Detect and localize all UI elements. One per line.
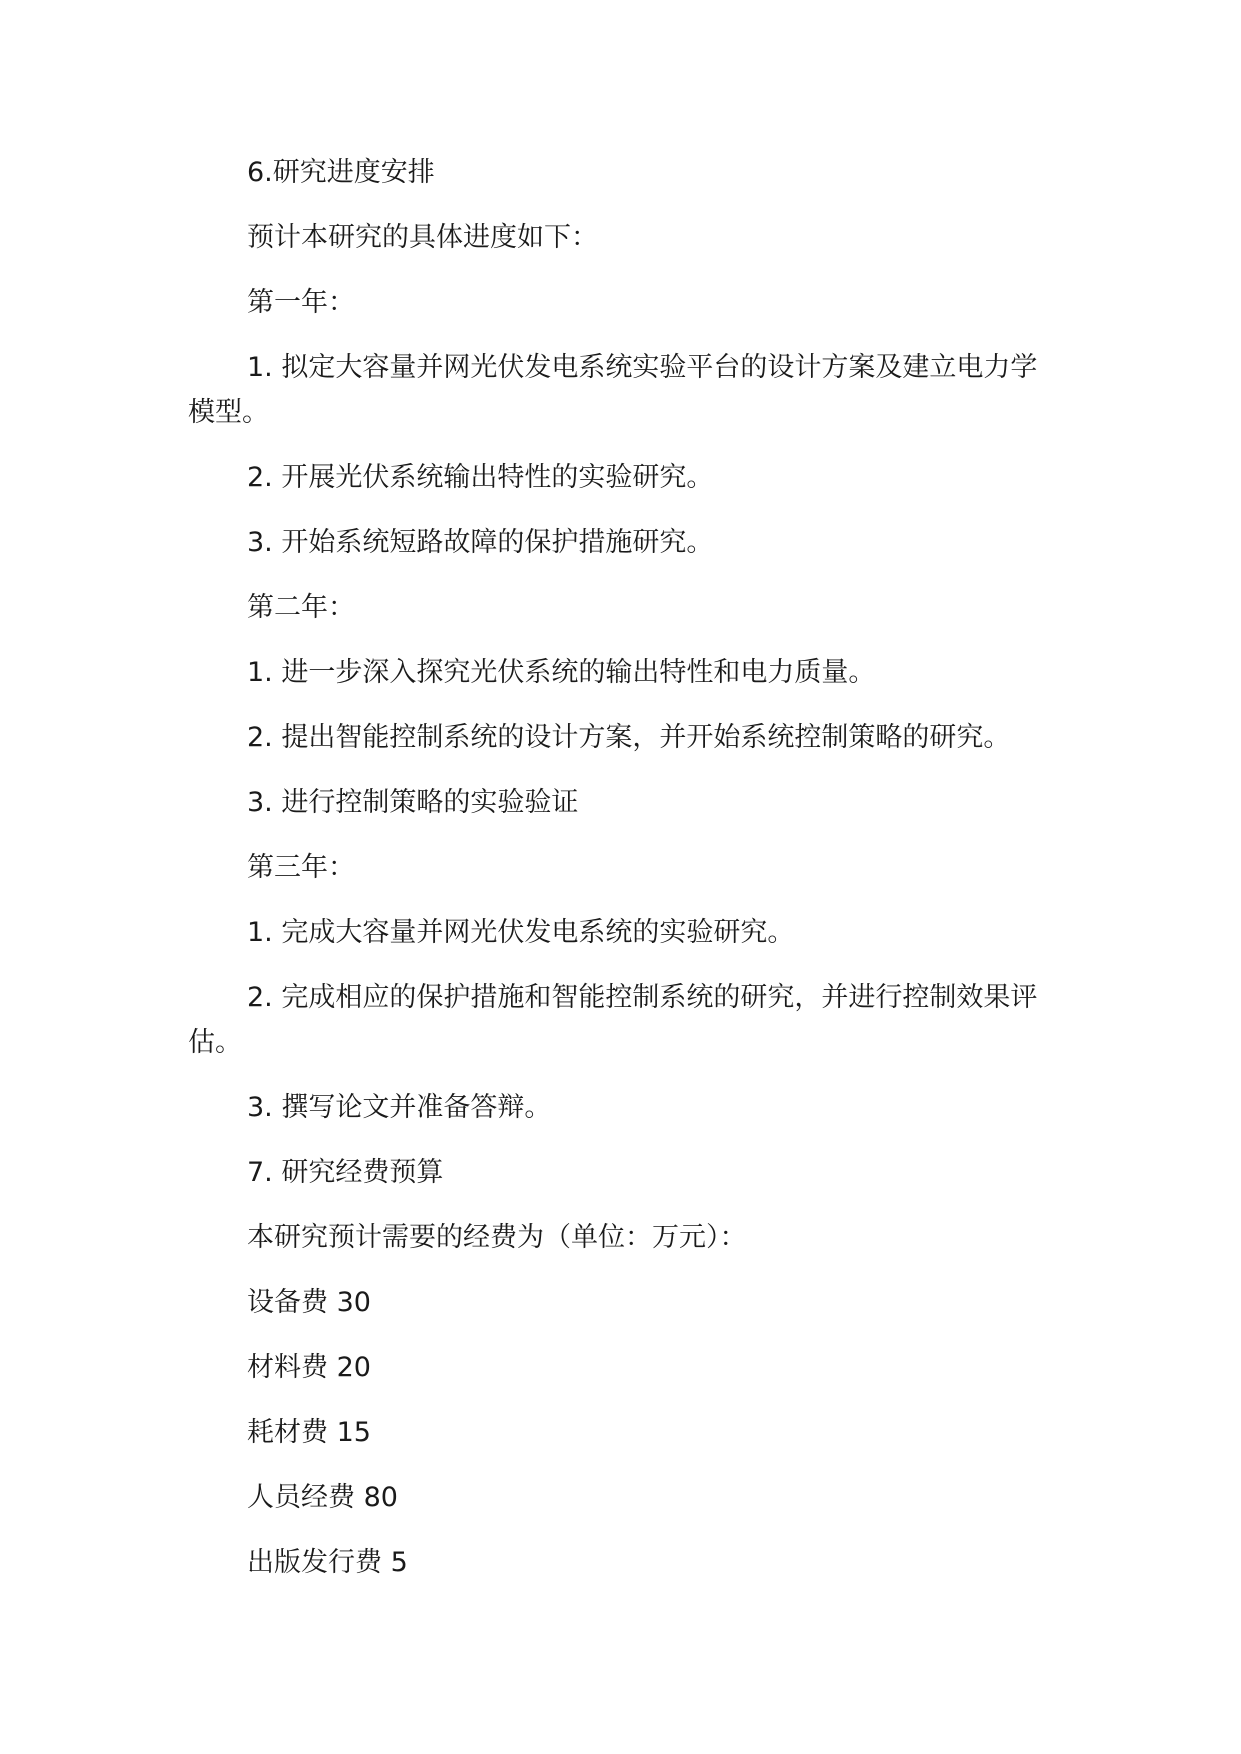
- section-heading-budget: 7. 研究经费预算: [247, 1157, 444, 1188]
- year-three-item-1: 1. 完成大容量并网光伏发电系统的实验研究。: [247, 917, 795, 948]
- section-heading-schedule: 6.研究进度安排: [247, 157, 435, 188]
- budget-item-publication: 出版发行费 5: [247, 1547, 408, 1578]
- budget-item-consumables: 耗材费 15: [247, 1417, 371, 1448]
- budget-intro: 本研究预计需要的经费为（单位：万元）：: [247, 1222, 747, 1253]
- year-one-item-2: 2. 开展光伏系统输出特性的实验研究。: [247, 462, 714, 493]
- budget-item-equipment: 设备费 30: [247, 1287, 371, 1318]
- schedule-intro: 预计本研究的具体进度如下：: [247, 222, 598, 253]
- budget-item-materials: 材料费 20: [247, 1352, 371, 1383]
- year-two-heading: 第二年：: [247, 592, 355, 623]
- year-two-item-1: 1. 进一步深入探究光伏系统的输出特性和电力质量。: [247, 657, 876, 688]
- year-two-item-3: 3. 进行控制策略的实验验证: [247, 787, 579, 818]
- document-page: [188, 150, 1048, 1605]
- year-two-item-2: 2. 提出智能控制系统的设计方案，并开始系统控制策略的研究。: [247, 722, 1011, 753]
- year-three-heading: 第三年：: [247, 852, 355, 883]
- year-one-item-1: 1. 拟定大容量并网光伏发电系统实验平台的设计方案及建立电力学模型。: [188, 352, 1038, 428]
- budget-item-personnel: 人员经费 80: [247, 1482, 398, 1513]
- year-one-item-3: 3. 开始系统短路故障的保护措施研究。: [247, 527, 714, 558]
- year-three-item-3: 3. 撰写论文并准备答辩。: [247, 1092, 552, 1123]
- year-three-item-2: 2. 完成相应的保护措施和智能控制系统的研究，并进行控制效果评估。: [188, 982, 1038, 1058]
- year-one-heading: 第一年：: [247, 287, 355, 318]
